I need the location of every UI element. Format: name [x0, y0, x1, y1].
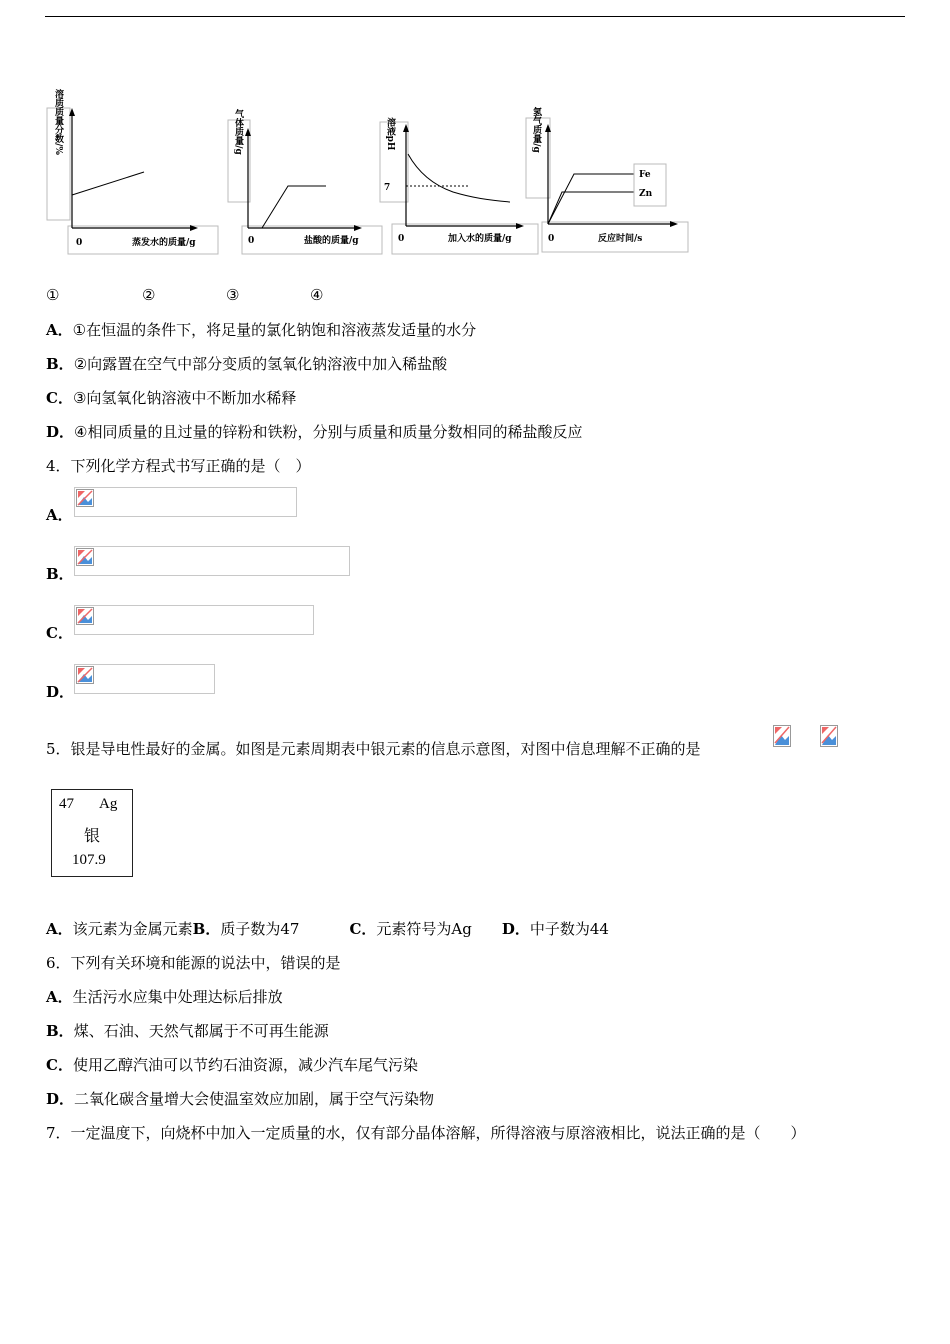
graph-4-marker: ④: [310, 286, 324, 304]
q6-stem: 6．下列有关环境和能源的说法中，错误的是: [46, 954, 341, 972]
broken-image-icon: [76, 489, 94, 507]
broken-image-icon: [773, 725, 791, 743]
graph-3: [378, 117, 543, 260]
atomic-number: 47: [59, 796, 74, 812]
q3-option-a: A．①在恒温的条件下，将足量的氯化钠饱和溶液蒸发适量的水分: [46, 321, 477, 339]
graph-1-origin: 0: [76, 238, 83, 248]
broken-image-icon: [820, 725, 838, 743]
broken-image-icon: [76, 666, 94, 684]
element-symbol: Ag: [99, 796, 118, 812]
graph-3-marker: ③: [226, 286, 240, 304]
q5-options: A．该元素为金属元素B．质子数为47 C．元素符号为Ag D．中子数为44: [46, 920, 609, 938]
graph-row: [40, 90, 700, 270]
q4-option-c-image: [74, 605, 314, 635]
q4-option-d-label: D．: [46, 683, 75, 701]
element-name: 银: [84, 828, 101, 845]
q3-option-d: D．④相同质量的且过量的锌粉和铁粉，分别与质量和质量分数相同的稀盐酸反应: [46, 423, 583, 441]
graph-2-ylabel: 气体质量/g: [233, 109, 243, 155]
graph-3-origin: 0: [398, 234, 405, 244]
graph-2: [226, 109, 386, 258]
q5-option-c: 元素符号为Ag: [376, 920, 472, 938]
graph-2-origin: 0: [248, 236, 255, 246]
q5-option-d: 中子数为44: [529, 920, 609, 938]
graph-4: [524, 107, 700, 261]
q5-option-a: 该元素为金属元素: [72, 920, 193, 938]
q4-option-a-label: A．: [46, 506, 73, 524]
q4-option-d-image: [74, 664, 215, 694]
graph-4-legend-zn: Zn: [639, 189, 653, 199]
q6-option-a: A．生活污水应集中处理达标后排放: [46, 988, 283, 1006]
graph-1: [44, 89, 224, 260]
silver-element-cell: [51, 789, 133, 877]
graph-1-xlabel: 蒸发水的质量/g: [132, 238, 196, 248]
broken-image-icon: [76, 607, 94, 625]
q6-option-c: C．使用乙醇汽油可以节约石油资源，减少汽车尾气污染: [46, 1056, 418, 1074]
graph-2-marker: ②: [142, 286, 156, 304]
graph-3-ylabel: 溶液pH: [385, 117, 395, 151]
q4-option-b-image: [74, 546, 350, 576]
q3-option-b: B．②向露置在空气中部分变质的氢氧化钠溶液中加入稀盐酸: [46, 355, 448, 373]
graph-3-xlabel: 加入水的质量/g: [448, 234, 512, 244]
graph-4-origin: 0: [548, 234, 555, 244]
q7-stem: 7．一定温度下，向烧杯中加入一定质量的水，仅有部分晶体溶解，所得溶液与原溶液相比，说法正确的是（ ）: [46, 1124, 806, 1142]
header-rule: [45, 16, 905, 17]
q4-option-b-label: B．: [46, 565, 74, 583]
graph-2-xlabel: 盐酸的质量/g: [304, 236, 359, 246]
q3-option-c: C．③向氢氧化钠溶液中不断加水稀释: [46, 389, 297, 407]
q4-stem: 4．下列化学方程式书写正确的是（ ）: [46, 457, 311, 475]
graph-4-ylabel: 氢气质量/g: [531, 107, 541, 153]
q5-stem: 5．银是导电性最好的金属。如图是元素周期表中银元素的信息示意图，对图中信息理解不正确的是: [46, 740, 701, 758]
q6-option-b: B．煤、石油、天然气都属于不可再生能源: [46, 1022, 329, 1040]
graph-1-marker: ①: [46, 286, 60, 304]
q4-option-c-label: C．: [46, 624, 73, 642]
q6-option-d: D．二氧化碳含量增大会使温室效应加剧，属于空气污染物: [46, 1090, 435, 1108]
graph-3-ytick: 7: [384, 183, 391, 193]
q4-option-a-image: [74, 487, 297, 517]
broken-image-icon: [76, 548, 94, 566]
q5-option-b: 质子数为47: [220, 920, 300, 938]
graph-1-ylabel: 溶质质量分数/%: [53, 89, 63, 155]
graph-4-xlabel: 反应时间/s: [598, 234, 643, 244]
graph-4-legend-fe: Fe: [639, 170, 651, 180]
atomic-mass: 107.9: [72, 852, 106, 868]
